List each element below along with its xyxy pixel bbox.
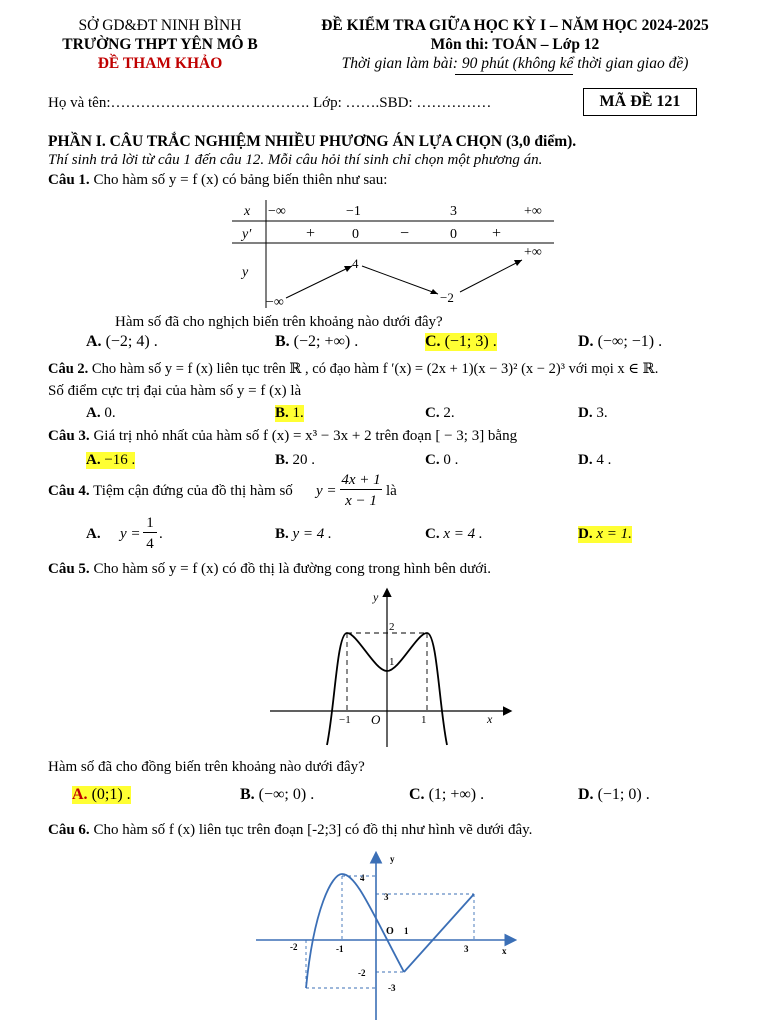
exam-title: ĐỀ KIỂM TRA GIỮA HỌC KỲ I – NĂM HỌC 2024-2025 bbox=[321, 17, 709, 34]
q6-tick-y-neg3: -3 bbox=[388, 983, 396, 993]
q2-option-b[interactable] bbox=[275, 405, 304, 422]
q5-graph bbox=[265, 585, 515, 750]
vt-sign4: + bbox=[492, 225, 502, 242]
q4-b-value: y = 4 . bbox=[292, 526, 332, 542]
q2-text2: Số điểm cực trị đại của hàm số y = f (x) là bbox=[48, 383, 302, 399]
q5-tick-y1: 1 bbox=[389, 656, 395, 668]
vt-x0: −∞ bbox=[268, 204, 286, 219]
q6-curve-right bbox=[404, 894, 474, 972]
q5 bbox=[48, 561, 491, 578]
q5-d-value: (−1; 0) . bbox=[597, 786, 650, 803]
q3-c-label: C. bbox=[425, 452, 440, 468]
q3 bbox=[48, 428, 517, 445]
q6-tick-x-neg2: -2 bbox=[290, 942, 298, 952]
q5-b-value: (−∞; 0) . bbox=[258, 786, 315, 803]
q1-d-value: (−∞; −1) . bbox=[597, 333, 663, 350]
subject: Môn thi: TOÁN – Lớp 12 bbox=[430, 36, 600, 53]
q2-a-value: 0. bbox=[104, 405, 116, 421]
q4-y-eq: y = bbox=[316, 483, 337, 499]
q4-numerator: 4x + 1 bbox=[341, 472, 381, 488]
q2-option-d[interactable] bbox=[578, 405, 608, 422]
vt-x3: +∞ bbox=[524, 204, 542, 219]
q4-a-label: A. bbox=[86, 526, 101, 542]
q3-a-label: A. bbox=[86, 452, 101, 468]
vt-y2: −2 bbox=[440, 290, 454, 305]
q3-option-b[interactable] bbox=[275, 452, 315, 469]
q4-d-value: x = 1. bbox=[596, 526, 632, 542]
q3-b-value: 20 . bbox=[292, 452, 316, 468]
q4-text: Tiệm cận đứng của đồ thị hàm số bbox=[93, 483, 293, 499]
vt-sign0: + bbox=[306, 225, 316, 242]
vt-y1: 4 bbox=[352, 256, 359, 271]
q1-b-label: B. bbox=[275, 333, 290, 350]
q1-label: Câu 1. bbox=[48, 172, 90, 188]
q1-d-label: D. bbox=[578, 333, 594, 350]
q4-denominator: x − 1 bbox=[345, 493, 377, 509]
q4-a-num: 1 bbox=[143, 515, 157, 533]
q3-a-value: −16 . bbox=[104, 452, 136, 468]
q5-a-label: A. bbox=[72, 786, 88, 803]
exam-code-box: MÃ ĐỀ 121 bbox=[583, 88, 697, 116]
q1-option-b[interactable] bbox=[275, 333, 358, 351]
q4-label-text bbox=[48, 483, 293, 500]
q3-label: Câu 3. bbox=[48, 428, 90, 444]
q3-option-c[interactable] bbox=[425, 452, 458, 469]
q4-label: Câu 4. bbox=[48, 483, 90, 499]
q3-d-value: 4 . bbox=[596, 452, 612, 468]
vt-y0: −∞ bbox=[266, 295, 284, 310]
q1-option-a[interactable] bbox=[86, 333, 158, 351]
vt-sign2: − bbox=[400, 225, 410, 242]
q2-d-label: D. bbox=[578, 405, 593, 421]
q6 bbox=[48, 822, 532, 839]
q5-d-label: D. bbox=[578, 786, 594, 803]
q6-tick-x-1: 1 bbox=[404, 926, 409, 936]
part1-title: PHẦN I. CÂU TRẮC NGHIỆM NHIỀU PHƯƠNG ÁN LỰA CHỌN (3,0 điểm). bbox=[48, 133, 577, 150]
q6-x-label: x bbox=[502, 946, 507, 956]
vt-y-label: y bbox=[242, 265, 249, 280]
q5-tick-neg1: −1 bbox=[339, 714, 351, 726]
q2-c-label: C. bbox=[425, 405, 440, 421]
q1-a-value: (−2; 4) . bbox=[105, 333, 158, 350]
q3-b-label: B. bbox=[275, 452, 289, 468]
variation-table bbox=[228, 198, 558, 310]
q5-c-label: C. bbox=[409, 786, 425, 803]
q5-option-d[interactable] bbox=[578, 786, 650, 804]
q1-b-value: (−2; +∞) . bbox=[293, 333, 359, 350]
q4-a-pre: y = bbox=[120, 526, 141, 542]
q1-option-c[interactable] bbox=[425, 333, 497, 351]
q2-c-value: 2. bbox=[443, 405, 455, 421]
student-info-line: Họ và tên:…………………………………. Lớp: …….SBD: …………… bbox=[48, 95, 492, 111]
q6-tick-x-neg1: -1 bbox=[336, 944, 344, 954]
q5-tick-1: 1 bbox=[421, 714, 427, 726]
q5-origin: O bbox=[371, 712, 381, 727]
q5-c-value: (1; +∞) . bbox=[428, 786, 485, 803]
q2 bbox=[48, 361, 658, 378]
q6-label: Câu 6. bbox=[48, 822, 90, 838]
q2-option-c[interactable] bbox=[425, 405, 455, 422]
vt-x-label: x bbox=[244, 204, 251, 219]
q6-text: Cho hàm số f (x) liên tục trên đoạn [-2;3] có đồ thị như hình vẽ dưới đây. bbox=[93, 822, 533, 838]
q5-a-value: (0;1) . bbox=[91, 786, 131, 803]
q5-text: Cho hàm số y = f (x) có đồ thị là đường cong trong hình bên dưới. bbox=[93, 561, 492, 577]
q4-text-after: là bbox=[386, 483, 397, 499]
q6-tick-y-neg2: -2 bbox=[358, 968, 366, 978]
q5-y-label: y bbox=[373, 590, 379, 604]
q5-prompt: Hàm số đã cho đồng biến trên khoảng nào dưới đây? bbox=[48, 759, 365, 775]
vt-y3: +∞ bbox=[524, 245, 542, 260]
school-name: TRƯỜNG THPT YÊN MÔ B bbox=[62, 36, 258, 53]
q2-option-a[interactable] bbox=[86, 405, 116, 422]
exam-type: ĐỀ THAM KHẢO bbox=[97, 55, 223, 72]
q1-a-label: A. bbox=[86, 333, 102, 350]
vt-x1: −1 bbox=[346, 204, 361, 219]
q4-option-b[interactable] bbox=[275, 526, 332, 543]
q6-origin: O bbox=[386, 926, 394, 937]
q6-tick-y-3: 3 bbox=[384, 892, 389, 902]
q3-d-label: D. bbox=[578, 452, 593, 468]
q5-option-a[interactable] bbox=[72, 786, 131, 804]
q2-text: Cho hàm số y = f (x) liên tục trên ℝ , có đạo hàm f ′(x) = (2x + 1)(x − 3)² (x − 2)³ với mọi x ∈ ℝ. bbox=[91, 361, 659, 377]
q1-text: Cho hàm số y = f (x) có bảng biến thiên như sau: bbox=[93, 172, 388, 188]
q3-text: Giá trị nhỏ nhất của hàm số f (x) = x³ − 3x + 2 trên đoạn [ − 3; 3] bằng bbox=[93, 428, 518, 444]
q4-c-value: x = 4 . bbox=[443, 526, 483, 542]
q5-tick-y2: 2 bbox=[389, 621, 395, 633]
q4-a-post: . bbox=[159, 526, 163, 542]
vt-yp-label: y′ bbox=[242, 227, 252, 242]
q4-option-c[interactable] bbox=[425, 526, 483, 543]
vt-sign1: 0 bbox=[352, 227, 359, 242]
q5-b-label: B. bbox=[240, 786, 255, 803]
q3-c-value: 0 . bbox=[443, 452, 459, 468]
q4-d-label: D. bbox=[578, 526, 593, 542]
part1-instruction: Thí sinh trả lời từ câu 1 đến câu 12. Mỗi câu hỏi thí sinh chỉ chọn một phương án. bbox=[48, 152, 543, 168]
q2-b-value: 1. bbox=[292, 405, 304, 421]
q1-c-value: (−1; 3) . bbox=[444, 333, 497, 350]
q5-option-c[interactable] bbox=[409, 786, 484, 804]
vt-x2: 3 bbox=[450, 204, 457, 219]
q2-d-value: 3. bbox=[596, 405, 608, 421]
q4-b-label: B. bbox=[275, 526, 289, 542]
vt-sign3: 0 bbox=[450, 227, 457, 242]
q6-tick-y-4: 4 bbox=[360, 873, 365, 883]
duration: Thời gian làm bài: 90 phút (không kể thời gian giao đề) bbox=[341, 55, 689, 72]
q2-a-label: A. bbox=[86, 405, 101, 421]
q1-c-label: C. bbox=[425, 333, 441, 350]
duration-underline bbox=[455, 74, 573, 75]
q5-option-b[interactable] bbox=[240, 786, 314, 804]
q4-a-den: 4 bbox=[146, 536, 154, 552]
q6-graph bbox=[252, 848, 522, 1023]
q2-b-label: B. bbox=[275, 405, 289, 421]
q4-option-a[interactable] bbox=[86, 526, 101, 543]
q1 bbox=[48, 172, 387, 189]
q6-tick-x-3: 3 bbox=[464, 944, 469, 954]
q3-option-a[interactable] bbox=[86, 452, 135, 469]
q4-option-d[interactable] bbox=[578, 526, 632, 543]
q6-y-label: y bbox=[390, 854, 395, 864]
q3-option-d[interactable] bbox=[578, 452, 611, 469]
q1-option-d[interactable] bbox=[578, 333, 662, 351]
q4-c-label: C. bbox=[425, 526, 440, 542]
q1-prompt: Hàm số đã cho nghịch biến trên khoảng nào dưới đây? bbox=[115, 314, 443, 330]
q5-label: Câu 5. bbox=[48, 561, 90, 577]
school-dept: SỞ GD&ĐT NINH BÌNH bbox=[78, 17, 242, 34]
q5-x-label: x bbox=[487, 712, 493, 726]
q2-label: Câu 2. bbox=[48, 361, 89, 377]
